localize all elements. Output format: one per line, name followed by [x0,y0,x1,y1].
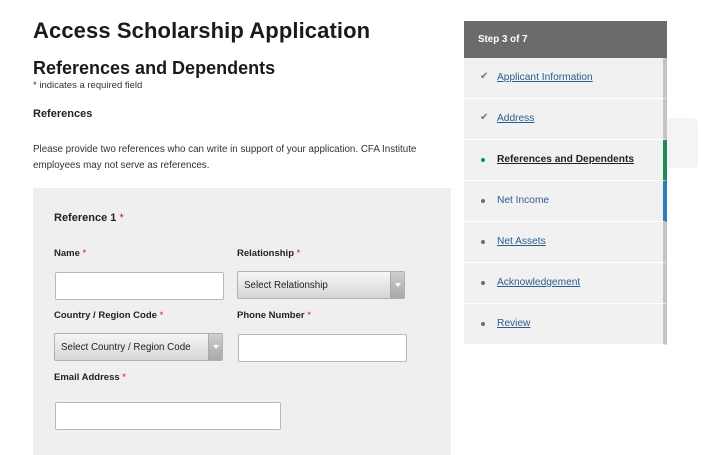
step-label[interactable]: Address [497,113,535,124]
bullet-icon [481,240,485,244]
progress-sidebar [464,21,667,345]
reference-1-heading-text: Reference 1 [54,212,117,224]
reference-1-heading [54,212,124,224]
required-field-note: * indicates a required field [33,80,143,91]
required-mark: * [296,248,301,259]
references-heading: References [33,108,93,120]
step-progress-header: Step 3 of 7 [464,21,667,58]
references-intro: Please provide two references who can write in support of your application. CFA Institute employees may not serve as references. [33,144,417,171]
required-mark: * [119,212,124,224]
bullet-icon [481,199,485,203]
email-address-input[interactable] [55,402,281,430]
page-title: Access Scholarship Application [33,18,371,43]
name-input[interactable] [55,272,224,300]
chevron-down-icon [208,334,222,360]
phone-number-label-text: Phone Number [237,310,305,321]
bullet-icon [481,322,485,326]
step-review[interactable] [464,304,667,345]
bullet-icon [481,158,485,162]
check-icon: ✔ [480,71,489,82]
country-region-code-label [54,310,163,321]
email-address-label-text: Email Address [54,372,120,383]
country-region-code-select[interactable] [54,333,223,361]
required-mark: * [82,248,87,259]
bullet-icon [481,281,485,285]
reference-1-panel [33,188,451,455]
country-region-code-label-text: Country / Region Code [54,310,157,321]
step-acknowledgement[interactable] [464,263,667,304]
step-label[interactable]: Net Income [497,195,550,206]
required-mark: * [159,310,164,321]
relationship-label [237,248,300,259]
step-label[interactable]: Net Assets [497,236,546,247]
step-net-income[interactable] [464,181,667,222]
step-label[interactable]: Applicant Information [497,72,593,83]
step-address[interactable] [464,99,667,140]
relationship-select-value: Select Relationship [244,280,328,291]
required-mark: * [122,372,126,383]
chevron-down-icon [390,272,404,298]
step-label[interactable]: Review [497,318,531,329]
name-label [54,248,86,259]
step-label[interactable]: Acknowledgement [497,277,581,288]
section-title: References and Dependents [33,58,276,78]
relationship-select[interactable] [237,271,405,299]
name-label-text: Name [54,248,80,259]
relationship-label-text: Relationship [237,248,295,259]
phone-number-input[interactable] [238,334,407,362]
step-net-assets[interactable] [464,222,667,263]
step-label[interactable]: References and Dependents [497,154,635,165]
phone-number-label [237,310,311,321]
country-region-code-select-value: Select Country / Region Code [61,342,191,353]
step-applicant-information[interactable] [464,58,667,99]
required-mark: * [307,310,311,321]
email-address-label [54,372,126,383]
step-references-and-dependents[interactable] [464,140,667,181]
check-icon: ✔ [480,112,489,123]
